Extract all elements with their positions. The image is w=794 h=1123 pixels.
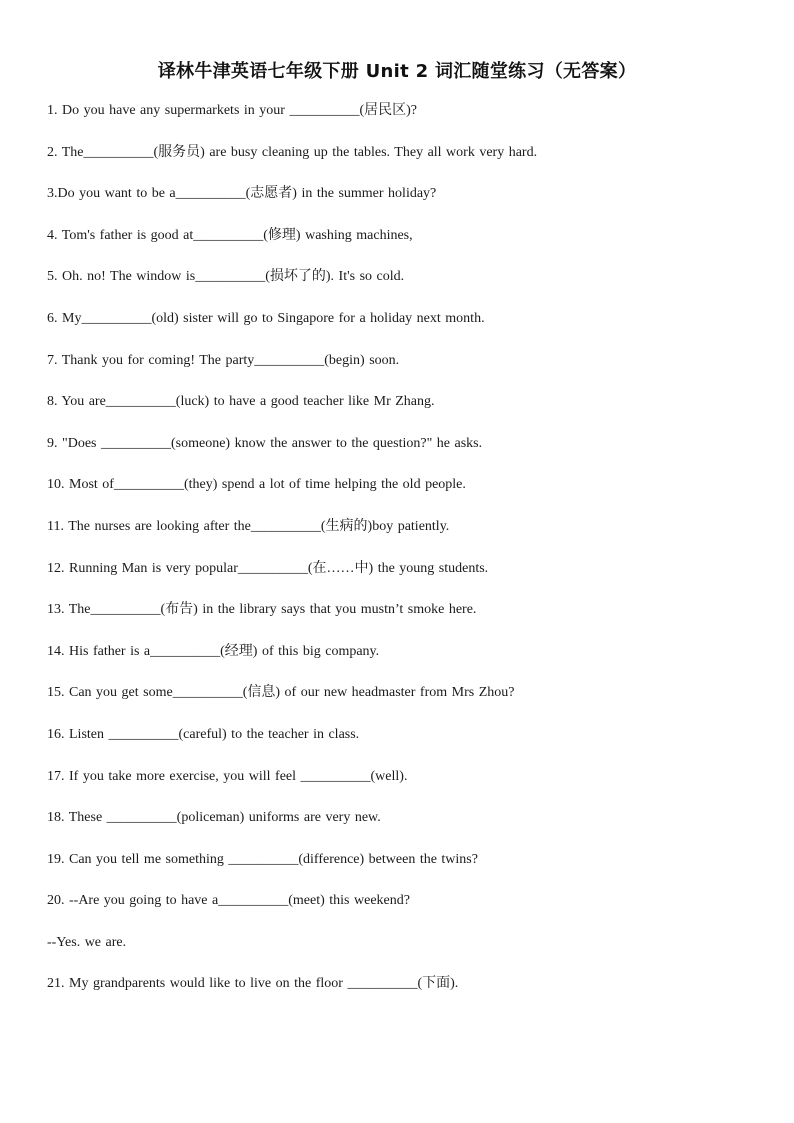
answer-line: --Yes. we are. — [47, 934, 127, 950]
question-line: 14. His father is a__________(经理) of this big company. — [47, 643, 380, 659]
page-title: 译林牛津英语七年级下册 Unit 2 词汇随堂练习（无答案） — [157, 61, 637, 82]
question-line: 18. These __________(policeman) uniforms are very new. — [47, 810, 381, 826]
question-line: 9. "Does __________(someone) know the answer to the question?" he asks. — [47, 435, 483, 451]
question-line: 12. Running Man is very popular__________(在……中) the young students. — [47, 560, 489, 576]
question-line: 20. --Are you going to have a__________(meet) this weekend? — [47, 893, 410, 909]
question-line: 11. The nurses are looking after the__________(生病的)boy patiently. — [47, 518, 450, 534]
question-line: 2. The__________(服务员) are busy cleaning up the tables. They all work very hard. — [47, 144, 538, 160]
question-line: 7. Thank you for coming! The party__________(begin) soon. — [47, 352, 400, 368]
question-line: 4. Tom's father is good at__________(修理) washing machines, — [47, 227, 413, 243]
question-line: 8. You are__________(luck) to have a good teacher like Mr Zhang. — [47, 394, 435, 410]
question-line: 16. Listen __________(careful) to the teacher in class. — [47, 726, 360, 742]
question-line: 17. If you take more exercise, you will feel __________(well). — [47, 768, 408, 784]
question-line: 13. The__________(布告) in the library says that you mustn’t smoke here. — [47, 602, 477, 618]
question-list — [47, 98, 767, 1013]
question-line: 1. Do you have any supermarkets in your __________(居民区)? — [47, 103, 417, 118]
question-line: 15. Can you get some__________(信息) of our new headmaster from Mrs Zhou? — [47, 685, 515, 701]
question-line: 6. My__________(old) sister will go to Singapore for a holiday next month. — [47, 310, 485, 326]
question-line: 19. Can you tell me something __________(difference) between the twins? — [47, 851, 478, 867]
question-line: 3.Do you want to be a__________(志愿者) in the summer holiday? — [47, 186, 437, 202]
question-line: 21. My grandparents would like to live on the floor __________(下面). — [47, 976, 459, 992]
question-line: 5. Oh. no! The window is__________(损坏了的). It's so cold. — [47, 269, 405, 285]
question-line: 10. Most of__________(they) spend a lot of time helping the old people. — [47, 477, 466, 493]
